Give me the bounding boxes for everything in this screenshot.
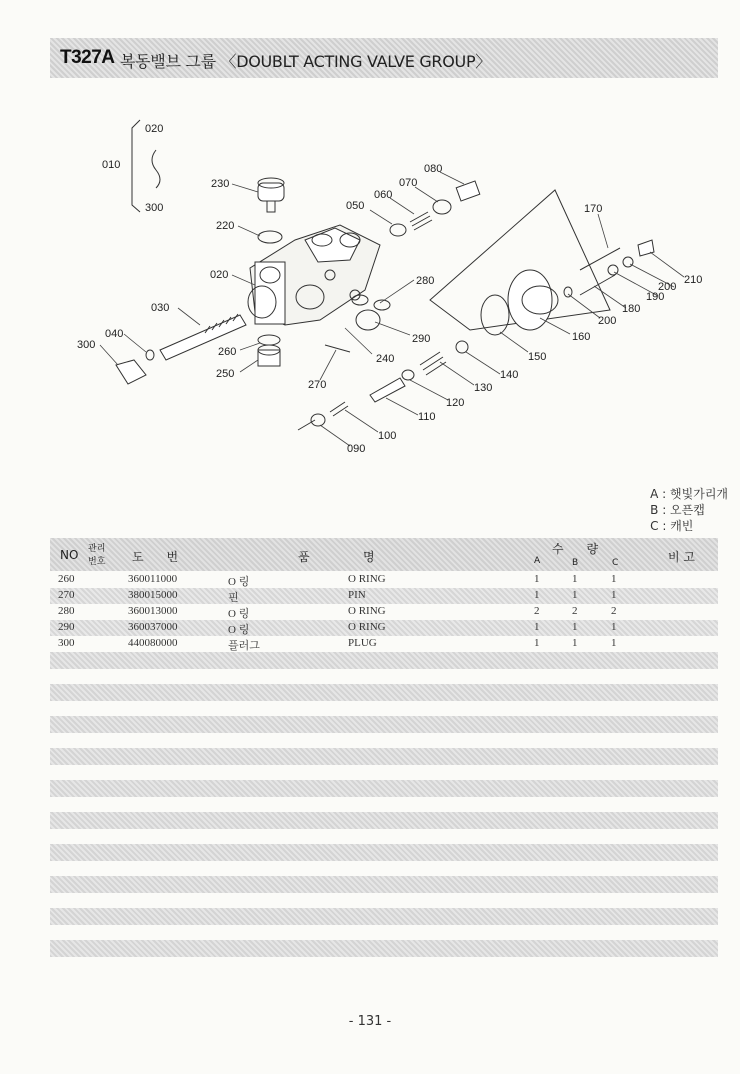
cell-qty-c: 1 bbox=[611, 589, 617, 601]
callout-label: 210 bbox=[684, 274, 703, 286]
callout-label: 250 bbox=[216, 368, 235, 380]
cell-drawing: 360037000 bbox=[128, 621, 178, 633]
cell-qty-c: 1 bbox=[611, 621, 617, 633]
cell-name-kr: O 링 bbox=[228, 624, 250, 636]
callout-label: 200 bbox=[598, 315, 617, 327]
header-no: NO bbox=[60, 548, 79, 562]
cell-drawing: 440080000 bbox=[128, 637, 178, 649]
header-qty: 수 량 bbox=[552, 542, 599, 556]
callout-label: 110 bbox=[418, 411, 436, 423]
empty-row bbox=[50, 908, 718, 925]
cell-name-en: O RING bbox=[348, 605, 386, 617]
callout-label: 260 bbox=[218, 346, 237, 358]
cell-qty-c: 1 bbox=[611, 637, 617, 649]
header-drawing: 도 번 bbox=[132, 550, 179, 564]
table-body bbox=[50, 572, 718, 957]
callout-label: 100 bbox=[378, 430, 397, 442]
header-qty-b: B bbox=[572, 558, 579, 568]
cell-qty-a: 2 bbox=[534, 605, 540, 617]
callout-label: 140 bbox=[500, 369, 519, 381]
cell-qty-c: 1 bbox=[611, 573, 617, 585]
cell-no: 280 bbox=[58, 605, 75, 617]
cell-drawing: 380015000 bbox=[128, 589, 178, 601]
empty-row bbox=[50, 876, 718, 893]
cell-name-kr: 플러그 bbox=[228, 640, 260, 652]
cell-qty-a: 1 bbox=[534, 573, 540, 585]
header-qty-c: C bbox=[612, 558, 619, 568]
cell-no: 300 bbox=[58, 637, 75, 649]
callout-label: 080 bbox=[424, 163, 443, 175]
cell-name-kr: 핀 bbox=[228, 592, 239, 604]
cell-name-en: PLUG bbox=[348, 637, 377, 649]
empty-row bbox=[50, 940, 718, 957]
page-number: - 131 - bbox=[348, 1014, 392, 1029]
callout-label: 090 bbox=[347, 443, 366, 455]
cell-drawing: 360011000 bbox=[128, 573, 178, 585]
callout-label: 020 bbox=[210, 269, 229, 281]
empty-row bbox=[50, 812, 718, 829]
empty-row bbox=[50, 652, 718, 669]
callout-label: 240 bbox=[376, 353, 395, 365]
empty-row bbox=[50, 684, 718, 701]
header-remark: 비 고 bbox=[668, 550, 695, 564]
cell-drawing: 360013000 bbox=[128, 605, 178, 617]
callout-label: 270 bbox=[308, 379, 327, 391]
callout-label: 050 bbox=[346, 200, 365, 212]
cell-no: 260 bbox=[58, 573, 75, 585]
cell-name-en: O RING bbox=[348, 621, 386, 633]
cell-no: 270 bbox=[58, 589, 75, 601]
table-header bbox=[50, 538, 718, 571]
callout-label: 130 bbox=[474, 382, 493, 394]
callout-label: 070 bbox=[399, 177, 418, 189]
cell-qty-b: 2 bbox=[572, 605, 578, 617]
cell-qty-a: 1 bbox=[534, 589, 540, 601]
header-mgmt-top: 관리 bbox=[88, 544, 106, 554]
callout-label: 010 bbox=[102, 159, 121, 171]
exploded-parts-diagram bbox=[60, 100, 720, 470]
table-row bbox=[50, 604, 718, 620]
callout-label: 150 bbox=[528, 351, 547, 363]
callout-label: 170 bbox=[584, 203, 603, 215]
callout-label: 060 bbox=[374, 189, 393, 201]
cell-name-en: PIN bbox=[348, 589, 366, 601]
callout-label: 200 bbox=[658, 281, 677, 293]
group-code: T327A bbox=[60, 47, 115, 68]
table-row bbox=[50, 636, 718, 652]
cell-qty-b: 1 bbox=[572, 589, 578, 601]
cell-name-kr: O 링 bbox=[228, 608, 250, 620]
table-row bbox=[50, 620, 718, 636]
callout-label: 160 bbox=[572, 331, 591, 343]
cell-qty-a: 1 bbox=[534, 621, 540, 633]
callout-label: 230 bbox=[211, 178, 230, 190]
callout-label: 030 bbox=[151, 302, 170, 314]
cell-qty-b: 1 bbox=[572, 637, 578, 649]
table-row bbox=[50, 588, 718, 604]
cell-qty-b: 1 bbox=[572, 573, 578, 585]
empty-row bbox=[50, 780, 718, 797]
variant-legend bbox=[650, 486, 728, 534]
header-mgmt-bottom: 번호 bbox=[88, 557, 106, 567]
cell-qty-c: 2 bbox=[611, 605, 617, 617]
header-name: 품 명 bbox=[298, 550, 375, 564]
callout-label: 280 bbox=[416, 275, 435, 287]
empty-row bbox=[50, 716, 718, 733]
group-title: 복동밸브 그룹 〈DOUBLT ACTING VALVE GROUP〉 bbox=[120, 52, 491, 71]
callout-label: 120 bbox=[446, 397, 465, 409]
cell-qty-a: 1 bbox=[534, 637, 540, 649]
cell-name-kr: O 링 bbox=[228, 576, 250, 588]
callout-label: 290 bbox=[412, 333, 431, 345]
legend-item: B : 오픈캡 bbox=[650, 503, 705, 517]
callout-label: 300 bbox=[145, 202, 164, 214]
callout-label: 040 bbox=[105, 328, 124, 340]
callout-label: 300 bbox=[77, 339, 96, 351]
callout-label: 220 bbox=[216, 220, 235, 232]
callout-label: 190 bbox=[646, 291, 665, 303]
header-qty-a: A bbox=[534, 556, 541, 566]
cell-name-en: O RING bbox=[348, 573, 386, 585]
legend-item: A : 햇빛가리개 bbox=[650, 487, 728, 501]
callout-label: 180 bbox=[622, 303, 641, 315]
table-row bbox=[50, 572, 718, 588]
cell-qty-b: 1 bbox=[572, 621, 578, 633]
empty-row bbox=[50, 844, 718, 861]
parts-table bbox=[50, 538, 718, 957]
page-header bbox=[50, 38, 718, 78]
empty-row bbox=[50, 748, 718, 765]
cell-no: 290 bbox=[58, 621, 75, 633]
legend-item: C : 캐빈 bbox=[650, 519, 694, 533]
callout-label: 020 bbox=[145, 123, 164, 135]
